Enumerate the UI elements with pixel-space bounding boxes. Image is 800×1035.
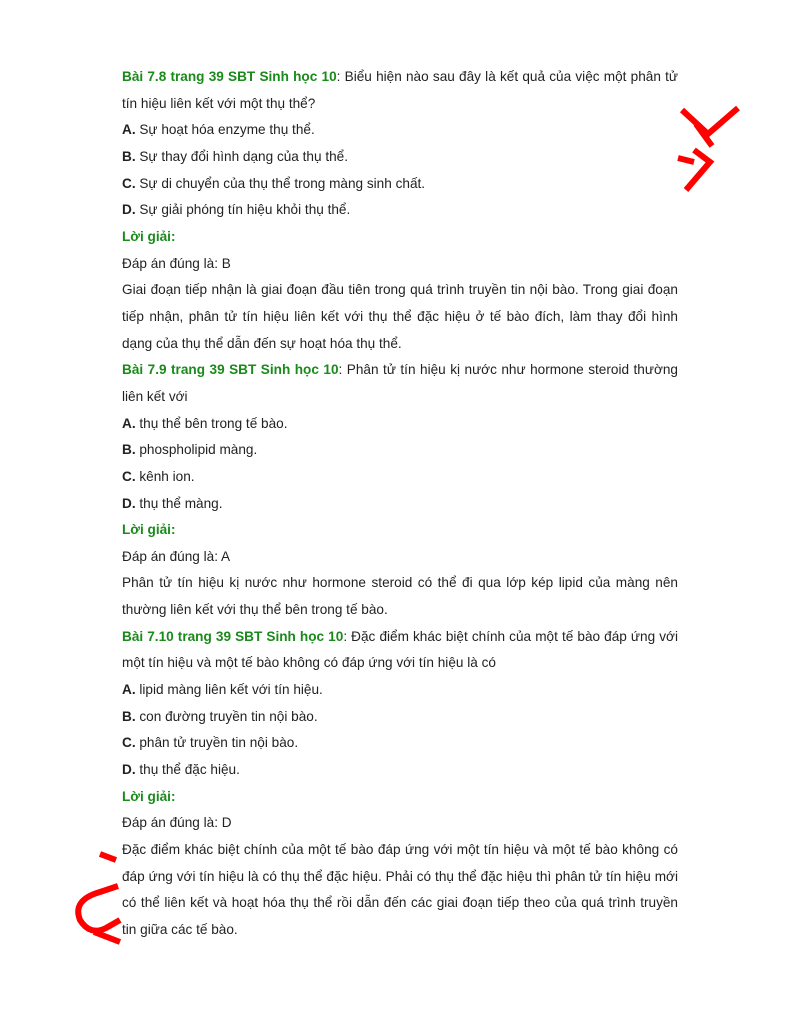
question-prompt: : Biểu hiện nào sau đây là kết quả của việc một phân tử tín hiệu liên kết với một thụ thể? xyxy=(122,69,678,111)
correct-answer: Đáp án đúng là: D xyxy=(122,815,232,831)
question-prompt: : Phân tử tín hiệu kị nước như hormone steroid thường liên kết với xyxy=(122,362,678,404)
option-text: phospholipid màng. xyxy=(135,442,258,458)
explanation-text: Giai đoạn tiếp nhận là giai đoạn đầu tiên trong quá trình truyền tin nội bào. Trong giai đoạn tiếp nhận, phân tử tín hiệu liên kết với thụ thể đặc hiệu ở tế bào đích, làm thay đổi hình dạng của thụ thể dẫn đến sự hoạt hóa thụ thể. xyxy=(122,282,678,351)
watermark-top-right xyxy=(670,100,750,200)
correct-answer: Đáp án đúng là: B xyxy=(122,255,231,271)
answer-option xyxy=(122,677,678,704)
option-text: thụ thể bên trong tế bào. xyxy=(135,415,288,431)
question-text xyxy=(122,624,678,677)
option-letter: A. xyxy=(122,415,136,431)
option-text: Sự hoạt hóa enzyme thụ thể. xyxy=(135,122,315,138)
watermark-bottom-left xyxy=(60,850,130,950)
option-letter: B. xyxy=(122,148,136,164)
explanation-text: Đặc điểm khác biệt chính của một tế bào đáp ứng với một tín hiệu và một tế bào không có đáp ứng với tín hiệu là có thụ thể đặc hiệu. Phải có thụ thể đặc hiệu thì phân tử tín hiệu mới có thể liên kết và hoạt hóa thụ thể rồi dẫn đến các giai đoạn tiếp theo của quá trình truyền tin giữa các tế bào. xyxy=(122,842,678,937)
option-letter: C. xyxy=(122,468,136,484)
option-text: Sự thay đổi hình dạng của thụ thể. xyxy=(135,148,348,164)
option-text: thụ thể đặc hiệu. xyxy=(135,762,240,778)
explanation-text: Phân tử tín hiệu kị nước như hormone steroid có thể đi qua lớp kép lipid của màng nên thường liên kết với thụ thể bên trong tế bào. xyxy=(122,575,678,618)
option-letter: C. xyxy=(122,175,136,191)
option-text: thụ thể màng. xyxy=(135,495,223,511)
correct-answer: Đáp án đúng là: A xyxy=(122,548,231,564)
answer-option xyxy=(122,437,678,464)
watermark-letters xyxy=(78,854,120,942)
option-letter: D. xyxy=(122,762,136,778)
solution-heading: Lời giải: xyxy=(122,522,176,538)
question-text xyxy=(122,357,678,410)
question-prompt: : Đặc điểm khác biệt chính của một tế bào đáp ứng với một tín hiệu và một tế bào không có đáp ứng với tín hiệu là có xyxy=(122,628,678,671)
solution-heading: Lời giải: xyxy=(122,788,176,804)
option-letter: D. xyxy=(122,495,136,511)
watermark-letters xyxy=(678,108,738,190)
answer-option xyxy=(122,757,678,784)
solution-heading: Lời giải: xyxy=(122,228,176,244)
answer-option xyxy=(122,197,678,224)
answer-option xyxy=(122,117,678,144)
option-letter: A. xyxy=(122,682,136,698)
option-text: phân tử truyền tin nội bào. xyxy=(135,735,299,751)
option-letter: C. xyxy=(122,735,136,751)
answer-option xyxy=(122,464,678,491)
option-letter: B. xyxy=(122,442,136,458)
answer-option xyxy=(122,491,678,518)
answer-option xyxy=(122,704,678,731)
question-title: Bài 7.9 trang 39 SBT Sinh học 10 xyxy=(122,362,339,378)
option-letter: D. xyxy=(122,202,136,218)
answer-option xyxy=(122,411,678,438)
answer-option xyxy=(122,171,678,198)
answer-option xyxy=(122,730,678,757)
question-title: Bài 7.10 trang 39 SBT Sinh học 10 xyxy=(122,628,344,644)
option-text: con đường truyền tin nội bào. xyxy=(135,708,318,724)
question-text xyxy=(122,64,678,117)
option-text: lipid màng liên kết với tín hiệu. xyxy=(135,682,323,698)
option-letter: B. xyxy=(122,708,136,724)
option-text: kênh ion. xyxy=(135,468,195,484)
option-text: Sự di chuyển của thụ thể trong màng sinh chất. xyxy=(135,175,426,191)
option-text: Sự giải phóng tín hiệu khỏi thụ thể. xyxy=(135,202,351,218)
document-body xyxy=(122,64,678,944)
option-letter: A. xyxy=(122,122,136,138)
question-title: Bài 7.8 trang 39 SBT Sinh học 10 xyxy=(122,69,337,84)
answer-option xyxy=(122,144,678,171)
